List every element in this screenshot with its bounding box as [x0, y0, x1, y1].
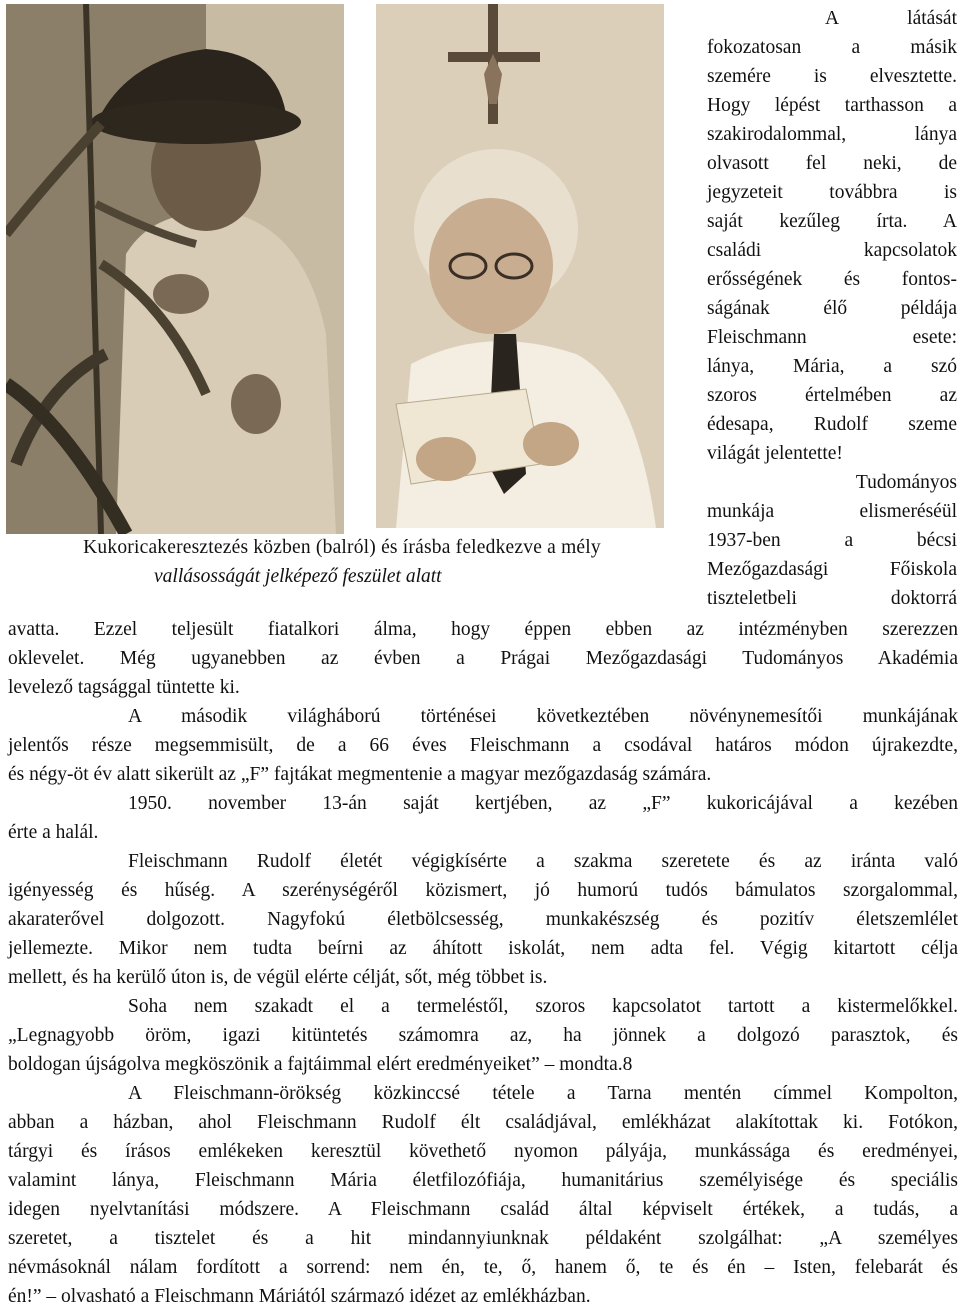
- side-line: A látását: [825, 8, 957, 29]
- body-line: levelező tagsággal tüntette ki.: [8, 677, 240, 698]
- body-line: akaraterővel dolgozott. Nagyfokú életbölcsesség, munkakészség és pozitív életszemlélet: [8, 909, 958, 930]
- body-line: mellett, és ha kerülő úton is, de végül elérte célját, sőt, még többet is.: [8, 967, 548, 988]
- body-line: névmásoknál nálam fordított a sorrend: nem én, te, ő, hanem ő, te és én – Isten, felebarát és: [8, 1257, 958, 1278]
- side-line: családi kapcsolatok: [707, 240, 957, 261]
- body-line: boldogan újságolva megköszönik a fajtáimmal elért eredményeiket” – mondta.8: [8, 1054, 633, 1075]
- reading-woman-crucifix-drawing: [376, 4, 664, 528]
- side-line: ságának élő példája: [707, 298, 957, 319]
- side-line: Tudományos: [855, 472, 957, 493]
- side-line: szemére is elvesztette.: [707, 66, 957, 87]
- side-line: fokozatosan a másik: [707, 37, 957, 58]
- body-line: jelentős része megsemmisült, de a 66 éves Fleischmann a csodával határos módon újrakezdte,: [8, 735, 958, 756]
- body-line: A második világháború történései következtében növénynemesítői munkájának: [128, 706, 958, 727]
- side-line: erősségének és fontos-: [707, 269, 957, 290]
- body-line: 1950. november 13-án saját kertjében, az „F” kukoricájával a kezében: [128, 793, 958, 814]
- body-line: tárgyi és írásos emlékeken keresztül követhető nyomon pályája, munkássága és eredményei,: [8, 1141, 958, 1162]
- body-text: [8, 615, 958, 1311]
- side-line: jegyzeteit továbbra is: [707, 182, 957, 203]
- body-line: és négy-öt év alatt sikerült az „F” fajtákat megmentenie a magyar mezőgazdaság számára.: [8, 764, 712, 785]
- side-line: olvasott fel neki, de: [707, 153, 957, 174]
- photo-caption: [12, 533, 672, 591]
- side-column-text: [707, 4, 957, 613]
- reading-woman-crucifix-photo: [376, 4, 664, 528]
- body-line: avatta. Ezzel teljesült fiatalkori álma, hogy éppen ebben az intézményben szerezzen: [8, 619, 958, 640]
- side-line: tiszteletbeli doktorrá: [707, 588, 957, 609]
- side-line: lánya, Mária, a szó: [707, 356, 957, 377]
- caption-line-2: vallásosságát jelképező feszület alatt: [154, 566, 442, 587]
- side-line: Mezőgazdasági Főiskola: [707, 559, 957, 580]
- body-line: igényesség és hűség. A szerénységéről közismert, jó humorú tudós bámulatos szorgalommal,: [8, 880, 958, 901]
- side-line: saját kezűleg írta. A: [707, 211, 957, 232]
- body-line: jellemezte. Mikor nem tudta beírni az áhított iskolát, nem adta fel. Végig kitartott célja: [8, 938, 958, 959]
- body-line: én!” – olvasható a Fleischmann Máriától származó idézet az emlékházban.: [8, 1286, 591, 1307]
- corn-crossing-photo-drawing: [6, 4, 344, 534]
- side-line: Hogy lépést tarthasson a: [707, 95, 957, 116]
- corn-crossing-photo: [6, 4, 344, 534]
- side-line: szakirodalommal, lánya: [707, 124, 957, 145]
- side-line: munkája elismeréséül: [707, 501, 957, 522]
- body-line: érte a halál.: [8, 822, 99, 843]
- side-line: szoros értelmében az: [707, 385, 957, 406]
- side-line: 1937-ben a bécsi: [707, 530, 957, 551]
- body-line: „Legnagyobb öröm, igazi kitüntetés számomra az, ha jönnek a dolgozó parasztok, és: [8, 1025, 958, 1046]
- body-line: valamint lánya, Fleischmann Mária életfilozófiája, humanitárius személyisége és speciális: [8, 1170, 958, 1191]
- body-line: Fleischmann Rudolf életét végigkísérte a szakma szeretete és az iránta való: [128, 851, 958, 872]
- body-line: abban a házban, ahol Fleischmann Rudolf élt családjával, emlékházat alakítottak ki. Fotókon,: [8, 1112, 958, 1133]
- side-line: világát jelentette!: [707, 443, 843, 464]
- body-line: idegen nyelvtanítási módszere. A Fleischmann család által képviselt értékek, a tudás, a: [8, 1199, 958, 1220]
- side-line: édesapa, Rudolf szeme: [707, 414, 957, 435]
- body-line: Soha nem szakadt el a termeléstől, szoros kapcsolatot tartott a kistermelőkkel.: [128, 996, 958, 1017]
- side-line: Fleischmann esete:: [707, 327, 957, 348]
- body-line: A Fleischmann-örökség közkinccsé tétele a Tarna mentén címmel Kompolton,: [128, 1083, 958, 1104]
- caption-line-1: Kukoricakeresztezés közben (balról) és írásba feledkezve a mély: [83, 537, 601, 558]
- body-line: oklevelet. Még ugyanebben az évben a Prágai Mezőgazdasági Tudományos Akadémia: [8, 648, 958, 669]
- body-line: szeretet, a tisztelet és a hit mindannyiunknak példaként szolgálhat: „A személyes: [8, 1228, 958, 1249]
